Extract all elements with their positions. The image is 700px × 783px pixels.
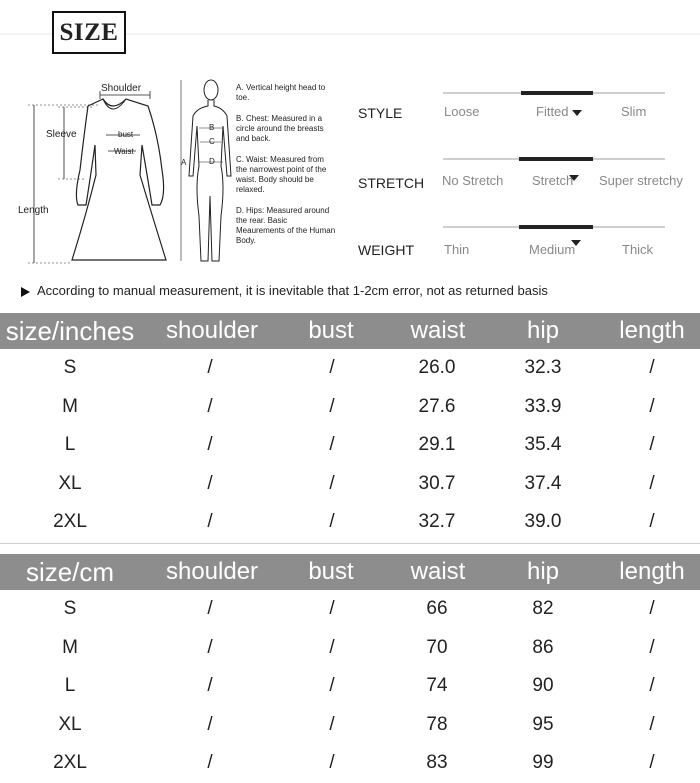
cell-size: S [63,598,77,619]
header-length: length [619,558,685,585]
body-illustration [175,76,245,268]
cell-hip: 90 [532,675,554,697]
cell-size: XL [58,472,82,494]
body-label-a: A [181,158,187,167]
cell-size: 2XL [53,752,87,774]
cell-length: / [649,675,655,697]
cell-length: / [649,395,655,417]
header-shoulder: shoulder [165,317,259,344]
size-table-cm [0,554,700,783]
cell-hip: 86 [532,636,554,658]
cell-shoulder: / [207,357,213,378]
header-bust: bust [308,317,354,344]
cell-shoulder: / [207,511,213,533]
cell-bust: / [329,434,335,456]
cell-waist: 29.1 [418,434,456,456]
table-divider [0,543,700,544]
cell-bust: / [329,752,335,774]
cell-hip: 39.0 [524,511,562,533]
note-text: Waist: Measured from the narrowest point of the waist. Body should be relaxed. [236,155,327,194]
selected-caret-icon [571,240,581,246]
note-text: Hips: Measured around the rear. Basic Meaurements of the Human Body. [236,206,336,245]
body-label-b: B [209,123,215,132]
cell-length: / [649,598,655,619]
table-row [0,667,700,706]
table-body [0,349,700,542]
stretch-label: STRETCH [358,175,425,191]
cell-waist: 70 [426,636,448,658]
cell-shoulder: / [207,752,213,774]
cell-hip: 99 [532,752,554,774]
cell-size: L [64,675,76,697]
style-selected-bar [521,91,593,95]
body-label-d: D [209,157,215,166]
style-attribute [358,92,688,132]
selected-caret-icon [569,175,579,181]
style-option-loose: Loose [444,104,480,119]
dress-measurement-diagram [0,75,180,270]
stretch-attribute [358,158,688,198]
cell-shoulder: / [207,395,213,417]
header-size: size/cm [25,557,115,587]
length-label: Length [18,205,49,216]
weight-option-thin: Thin [444,242,470,257]
table-row [0,629,700,668]
header-waist: waist [410,558,466,585]
note-key: B. [236,114,244,123]
disclaimer-text: According to manual measurement, it is inevitable that 1-2cm error, not as returned basis [37,283,548,298]
cell-size: XL [58,713,82,735]
header-hip: hip [526,558,560,585]
bust-label: bust [118,130,134,139]
cell-size: M [62,395,78,417]
note-text: Vertical height head to toe. [236,83,326,102]
header-size: size/inches [5,316,135,346]
table-row [0,503,700,542]
cell-length: / [649,752,655,774]
cell-hip: 95 [532,713,554,735]
header-rule-left [0,33,52,35]
note-text: Chest: Measured in a circle around the breasts and back. [236,114,324,143]
play-arrow-icon [21,287,30,297]
style-option-fitted-label: Fitted [536,104,569,119]
table-row [0,426,700,465]
table-row [0,388,700,427]
waist-label: Waist [114,147,134,156]
cell-bust: / [329,472,335,494]
cell-size: M [62,636,78,658]
cell-waist: 27.6 [418,395,456,417]
weight-label: WEIGHT [358,242,414,258]
selected-caret-icon [572,110,582,116]
stretch-option-stretch [532,173,579,188]
cell-bust: / [329,511,335,533]
cell-shoulder: / [207,636,213,658]
size-table-inches [0,313,700,542]
table-header [0,313,700,349]
cell-hip: 32.3 [524,357,562,378]
cell-shoulder: / [207,675,213,697]
cell-hip: 35.4 [524,434,562,456]
table-row [0,465,700,504]
cell-size: S [63,357,77,378]
stretch-option-no-stretch: No Stretch [442,173,504,188]
table-row [0,349,700,388]
table-row [0,590,700,629]
cell-hip: 33.9 [524,395,562,417]
style-option-slim: Slim [621,104,647,119]
cell-waist: 66 [426,598,448,619]
cell-bust: / [329,636,335,658]
cell-bust: / [329,675,335,697]
note-key: A. [236,83,244,92]
weight-selected-bar [519,225,593,229]
note-a [236,83,336,103]
cell-waist: 30.7 [418,472,456,494]
weight-option-medium [529,242,581,257]
cell-waist: 32.7 [418,511,456,533]
cell-length: / [649,713,655,735]
cell-hip: 82 [532,598,554,619]
body-measurement-diagram [175,76,245,268]
body-label-c: C [209,137,215,146]
weight-option-medium-label: Medium [529,242,576,257]
cell-hip: 37.4 [524,472,562,494]
cell-shoulder: / [207,434,213,456]
cell-shoulder: / [207,472,213,494]
note-b [236,114,336,144]
cell-size: L [64,434,76,456]
cell-length: / [649,636,655,658]
shoulder-label: Shoulder [101,83,142,94]
measurement-notes [236,83,336,257]
weight-attribute [358,226,688,266]
dress-illustration [0,75,180,270]
stretch-option-stretch-label: Stretch [532,173,574,188]
stretch-selected-bar [519,157,593,161]
cell-bust: / [329,598,335,619]
table-header [0,554,700,590]
stretch-option-super-stretchy: Super stretchy [599,173,683,188]
cell-length: / [649,472,655,494]
cell-size: 2XL [53,511,87,533]
style-label: STYLE [358,105,403,121]
table-row [0,744,700,783]
note-key: C. [236,155,244,164]
sleeve-label: Sleeve [46,129,77,140]
table-row [0,706,700,745]
header-rule-right [126,33,700,35]
header-waist: waist [410,317,466,344]
header-bust: bust [308,558,354,585]
note-c [236,155,336,195]
note-d [236,206,336,246]
table-body [0,590,700,783]
note-key: D. [236,206,244,215]
header-length: length [619,317,685,344]
cell-waist: 74 [426,675,448,697]
cell-shoulder: / [207,713,213,735]
cell-shoulder: / [207,598,213,619]
cell-bust: / [329,713,335,735]
cell-length: / [649,357,655,378]
cell-bust: / [329,395,335,417]
cell-waist: 78 [426,713,448,735]
measurement-disclaimer [21,283,548,298]
weight-option-thick: Thick [622,242,654,257]
cell-length: / [649,434,655,456]
page-title: SIZE [52,11,126,54]
cell-waist: 83 [426,752,448,774]
cell-waist: 26.0 [418,357,456,378]
header-shoulder: shoulder [165,558,259,585]
style-option-fitted [536,104,582,119]
cell-length: / [649,511,655,533]
header-hip: hip [526,317,560,344]
cell-bust: / [329,357,335,378]
